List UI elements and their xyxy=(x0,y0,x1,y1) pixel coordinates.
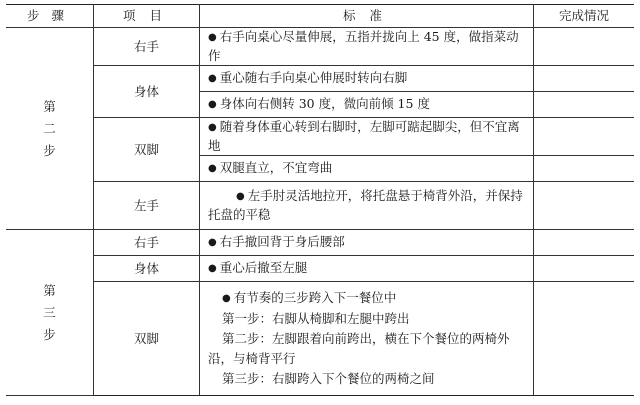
standard-text: 随着身体重心转到右脚时，左脚可踮起脚尖，但不宜离地 xyxy=(208,119,520,153)
standard-cell xyxy=(200,256,534,282)
standard-text: 重心随右手向桌心伸展时转向右脚 xyxy=(219,70,408,85)
table-row xyxy=(6,66,634,92)
item-cell: 右手 xyxy=(94,230,200,256)
substep-2: 第二步：左脚跟着向前跨出，横在下个餐位的两椅外沿，与椅背平行 xyxy=(208,331,510,366)
standard-cell xyxy=(200,182,534,230)
standard-cell xyxy=(200,230,534,256)
standard-cell xyxy=(200,156,534,182)
substep-1: 第一步：右脚从椅脚和左腿中跨出 xyxy=(222,311,410,326)
standard-cell xyxy=(200,66,534,92)
table-header-row xyxy=(6,5,634,28)
substep-3: 第三步：右脚跨入下个餐位的两椅之间 xyxy=(222,371,435,386)
standard-text: 双腿直立，不宜弯曲 xyxy=(219,160,333,175)
status-cell[interactable] xyxy=(534,92,635,118)
table-row xyxy=(6,230,634,256)
item-cell: 右手 xyxy=(94,28,200,66)
step-cell-3 xyxy=(6,230,94,396)
standard-cell xyxy=(200,92,534,118)
item-cell: 双脚 xyxy=(94,282,200,396)
bullet-icon: ● xyxy=(208,122,217,133)
item-cell: 左手 xyxy=(94,182,200,230)
table-row xyxy=(6,118,634,156)
bullet-icon: ● xyxy=(222,293,231,304)
standard-cell xyxy=(200,282,534,396)
header-item: 项目 xyxy=(94,5,200,28)
bullet-icon: ● xyxy=(208,263,217,274)
standard-cell xyxy=(200,118,534,156)
table-row xyxy=(6,256,634,282)
status-cell[interactable] xyxy=(534,156,635,182)
header-standard: 标准 xyxy=(200,5,534,28)
item-cell: 双脚 xyxy=(94,118,200,182)
bullet-icon: ● xyxy=(208,32,217,43)
bullet-icon: ● xyxy=(208,99,217,110)
status-cell[interactable] xyxy=(534,118,635,156)
bullet-icon: ● xyxy=(208,73,217,84)
standard-cell xyxy=(200,28,534,66)
standard-text: 身体向右侧转 30 度，微向前倾 15 度 xyxy=(219,96,430,111)
standards-table-container xyxy=(6,4,634,396)
table-row xyxy=(6,182,634,230)
status-cell[interactable] xyxy=(534,282,635,396)
standard-text: 重心后撤至左腿 xyxy=(219,260,308,275)
item-cell: 身体 xyxy=(94,256,200,282)
status-cell[interactable] xyxy=(534,66,635,92)
header-step: 步骤 xyxy=(6,5,94,28)
bullet-icon: ● xyxy=(236,191,245,202)
serving-standards-table xyxy=(6,4,634,396)
status-cell[interactable] xyxy=(534,256,635,282)
bullet-icon: ● xyxy=(208,237,217,248)
step-cell-2 xyxy=(6,28,94,230)
table-row xyxy=(6,282,634,396)
item-cell: 身体 xyxy=(94,66,200,118)
step-label: 第三步 xyxy=(43,282,56,342)
status-cell[interactable] xyxy=(534,182,635,230)
status-cell[interactable] xyxy=(534,230,635,256)
standard-text: 有节奏的三步跨入下一餐位中 xyxy=(233,290,397,305)
header-status: 完成情况 xyxy=(534,5,635,28)
standard-text: 右手向桌心尽量伸展，五指并拢向上 45 度，做指菜动作 xyxy=(208,29,519,63)
standard-text: 左手肘灵活地拉开，将托盘悬于椅背外沿，并保持托盘的平稳 xyxy=(208,188,523,222)
status-cell[interactable] xyxy=(534,28,635,66)
standard-text: 右手撤回背于身后腰部 xyxy=(219,234,345,249)
step-label: 第二步 xyxy=(43,98,56,158)
bullet-icon: ● xyxy=(208,163,217,174)
table-row xyxy=(6,28,634,66)
